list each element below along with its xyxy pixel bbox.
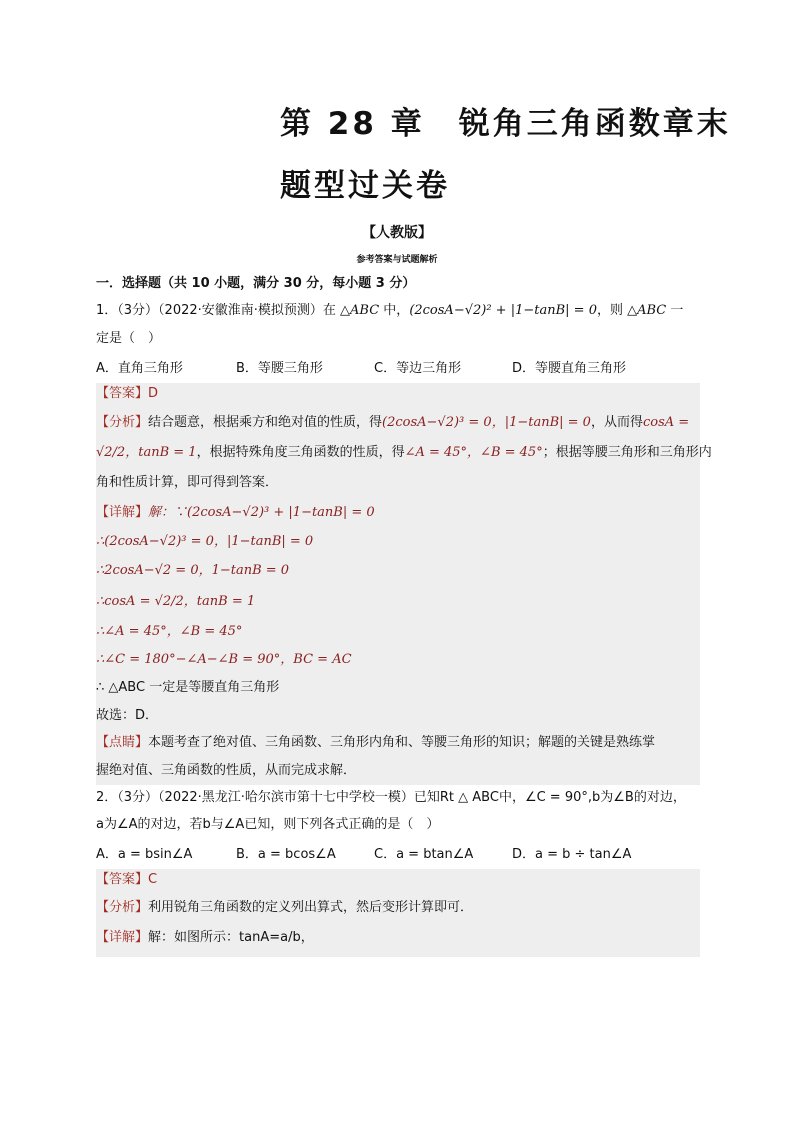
option-c: C．a = btan∠A bbox=[374, 847, 474, 862]
analysis-line-2: √2/2，tanB = 1，根据特殊角度三角函数的性质，得∠A = 45°，∠B = 45°；根据等腰三角形和三角形内 bbox=[96, 445, 712, 460]
question-1-stem-line2: 定是（ ） bbox=[96, 331, 162, 346]
page-title-line2: 题型过关卷 bbox=[280, 168, 450, 204]
reference-note: 参考答案与试题解析 bbox=[356, 255, 438, 265]
option-a: A．a = bsin∠A bbox=[96, 847, 193, 862]
detail-2: 【详解】解：如图所示：tanA=a/b， bbox=[96, 930, 314, 945]
option-b: B．a = bcos∠A bbox=[236, 847, 336, 862]
detail-line-6: ∴∠C = 180°−∠A−∠B = 90°，BC = AC bbox=[96, 652, 352, 667]
question-2-stem-line2: a为∠A的对边，若b与∠A已知，则下列各式正确的是（ ） bbox=[96, 817, 440, 832]
edition-label: 【人教版】 bbox=[362, 225, 432, 241]
question-2-stem: 2．（3分）（2022·黑龙江·哈尔滨市第十七中学校一模）已知Rt △ ABC中，∠C = 90°,b为∠B的对边， bbox=[96, 790, 686, 805]
question-1-options bbox=[96, 357, 700, 377]
analysis-line-1: 【分析】结合题意，根据乘方和绝对值的性质，得(2cosA−√2)³ = 0，|1−tanB| = 0，从而得cosA = bbox=[96, 415, 690, 430]
section-header: 一．选择题（共 10 小题，满分 30 分，每小题 3 分） bbox=[96, 276, 416, 291]
analysis-line-3: 角和性质计算，即可得到答案． bbox=[96, 475, 279, 490]
option-a: A．直角三角形 bbox=[96, 361, 183, 376]
option-d: D．等腰直角三角形 bbox=[512, 361, 627, 376]
detail-line-5: ∴∠A = 45°，∠B = 45° bbox=[96, 624, 243, 639]
question-1-stem: 1．（3分）（2022·安徽淮南·模拟预测）在 △ABC 中，(2cosA−√2)² + |1−tanB| = 0，则 △ABC 一 bbox=[96, 303, 684, 318]
answer-label: 【答案】D bbox=[96, 386, 159, 401]
analysis-2: 【分析】利用锐角三角函数的定义列出算式，然后变形计算即可． bbox=[96, 900, 474, 915]
question-2-options bbox=[96, 843, 700, 863]
detail-line-1: 【详解】解：∵(2cosA−√2)³ + |1−tanB| = 0 bbox=[96, 505, 375, 520]
detail-line-7: ∴ △ABC 一定是等腰直角三角形 bbox=[96, 680, 280, 695]
detail-line-4: ∴cosA = √2/2，tanB = 1 bbox=[96, 594, 256, 609]
detail-line-2: ∴(2cosA−√2)³ = 0，|1−tanB| = 0 bbox=[96, 534, 314, 549]
detail-line-8: 故选：D． bbox=[96, 708, 159, 723]
page-title: 第 28 章 锐角三角函数章末 bbox=[280, 106, 731, 142]
comment-line-2: 握绝对值、三角函数的性质，从而完成求解． bbox=[96, 763, 357, 778]
option-d: D．a = b ÷ tan∠A bbox=[512, 847, 632, 862]
option-b: B．等腰三角形 bbox=[236, 361, 323, 376]
comment-line-1: 【点睛】本题考查了绝对值、三角函数、三角形内角和、等腰三角形的知识；解题的关键是熟练掌 bbox=[96, 735, 656, 750]
detail-line-3: ∴2cosA−√2 = 0，1−tanB = 0 bbox=[96, 563, 290, 578]
answer-label-2: 【答案】C bbox=[96, 872, 158, 887]
option-c: C．等边三角形 bbox=[374, 361, 462, 376]
